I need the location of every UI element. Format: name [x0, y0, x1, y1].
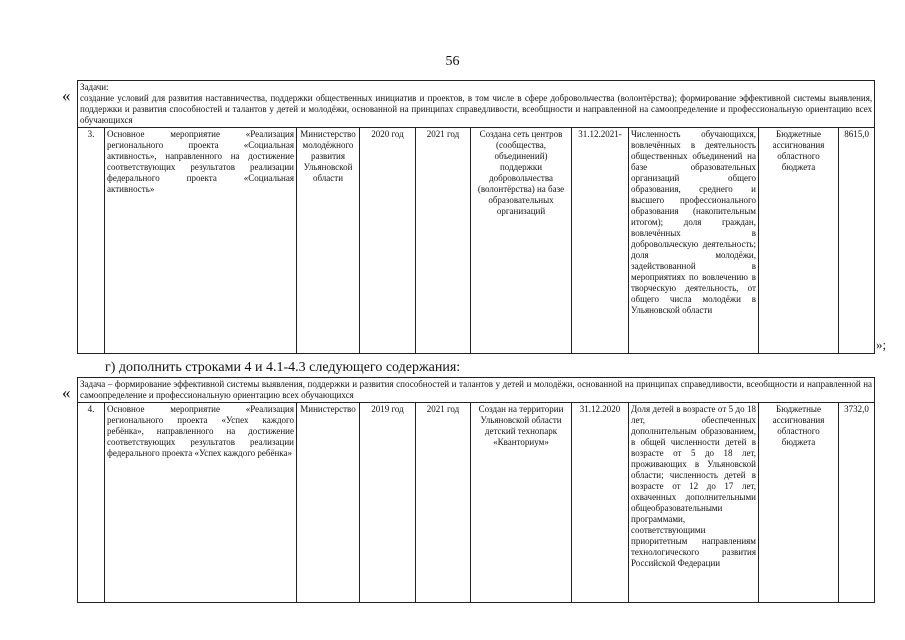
row-number: 4.	[78, 403, 105, 603]
activity-cell: Основное мероприятие «Реализация регионального проекта «Социальная активность», направленного на достижение соответствующих результатов реализации федерального проекта «Социальная активность»	[105, 128, 297, 354]
result-cell: Создана сеть центров (сообщества, объединений) поддержки добровольчества (волонтёрства) на базе образовательных организаций	[471, 128, 572, 354]
funding-source-cell: Бюджетные ассигнования областного бюджета	[759, 403, 839, 603]
table-2-task-cell: Задача – формирование эффективной системы выявления, поддержки и развития способностей и талантов у детей и молодёжи, основанной на принципах справедливости, всеобщности и направленной на самоопределение и профессиональную ориентацию всех обучающихся	[78, 378, 875, 403]
row-number: 3.	[78, 128, 105, 354]
indicators-cell: Численность обучающихся, вовлечённых в деятельность общественных объединений на базе образовательных организаций общего образования, среднего и высшего профессионального образования (накопительным итогом); доля граждан, вовлечённых в добровольческую деятельность; доля молодёжи, задействованной в мероприятиях по вовлечению в творческую деятельность, от общего числа молодёжи в Ульяновской области	[629, 128, 759, 354]
indicators-cell: Доля детей в возрасте от 5 до 18 лет, обеспеченных дополнительным образованием, в общей численности детей в возрасте от 5 до 18 лет, проживающих в Ульяновской области; численность детей в возрасте от 12 до 17 лет, охваченных дополнительными общеобразовательными программами, соответствующими приоритетным направлениям технологического развития Российской Федерации	[629, 403, 759, 603]
date-cell: 31.12.2020	[572, 403, 629, 603]
task-title: Задачи:	[80, 82, 109, 92]
funding-source-cell: Бюджетные ассигнования областного бюджета	[759, 128, 839, 354]
date-cell: 31.12.2021-	[572, 128, 629, 354]
executor-cell: Министерство молодёжного развития Ульяновской области	[297, 128, 360, 354]
result-cell: Создан на территории Ульяновской области детский технопарк «Кванториум»	[471, 403, 572, 603]
amount-cell: 3732,0	[839, 403, 875, 603]
open-quote-1: «	[62, 86, 71, 105]
table-2	[77, 377, 875, 603]
start-year-cell: 2019 год	[360, 403, 416, 603]
start-year-cell: 2020 год	[360, 128, 416, 354]
table-1	[77, 80, 875, 354]
table-1-task-cell	[78, 81, 875, 128]
executor-cell: Министерство	[297, 403, 360, 603]
end-year-cell: 2021 год	[416, 128, 471, 354]
instruction-text: г) дополнить строками 4 и 4.1-4.3 следующего содержания:	[105, 360, 461, 375]
amount-cell: 8615,0	[839, 128, 875, 354]
page-number: 56	[445, 54, 460, 69]
open-quote-2: «	[62, 383, 71, 402]
activity-cell: Основное мероприятие «Реализация регионального проекта «Успех каждого ребёнка», направленного на достижение соответствующих результатов реализации федерального проекта «Успех каждого ребёнка»	[105, 403, 297, 603]
end-year-cell: 2021 год	[416, 403, 471, 603]
task-text: создание условий для развития наставничества, поддержки общественных инициатив и проектов, в том числе в сфере добровольчества (волонтёрства); формирование эффективной системы выявления, поддержки и развития способностей и талантов у детей и молодёжи, основанной на принципах справедливости, всеобщности и направленной на самоопределение и профессиональную ориентацию всех обучающихся	[80, 93, 873, 125]
close-quote: »;	[876, 337, 887, 352]
